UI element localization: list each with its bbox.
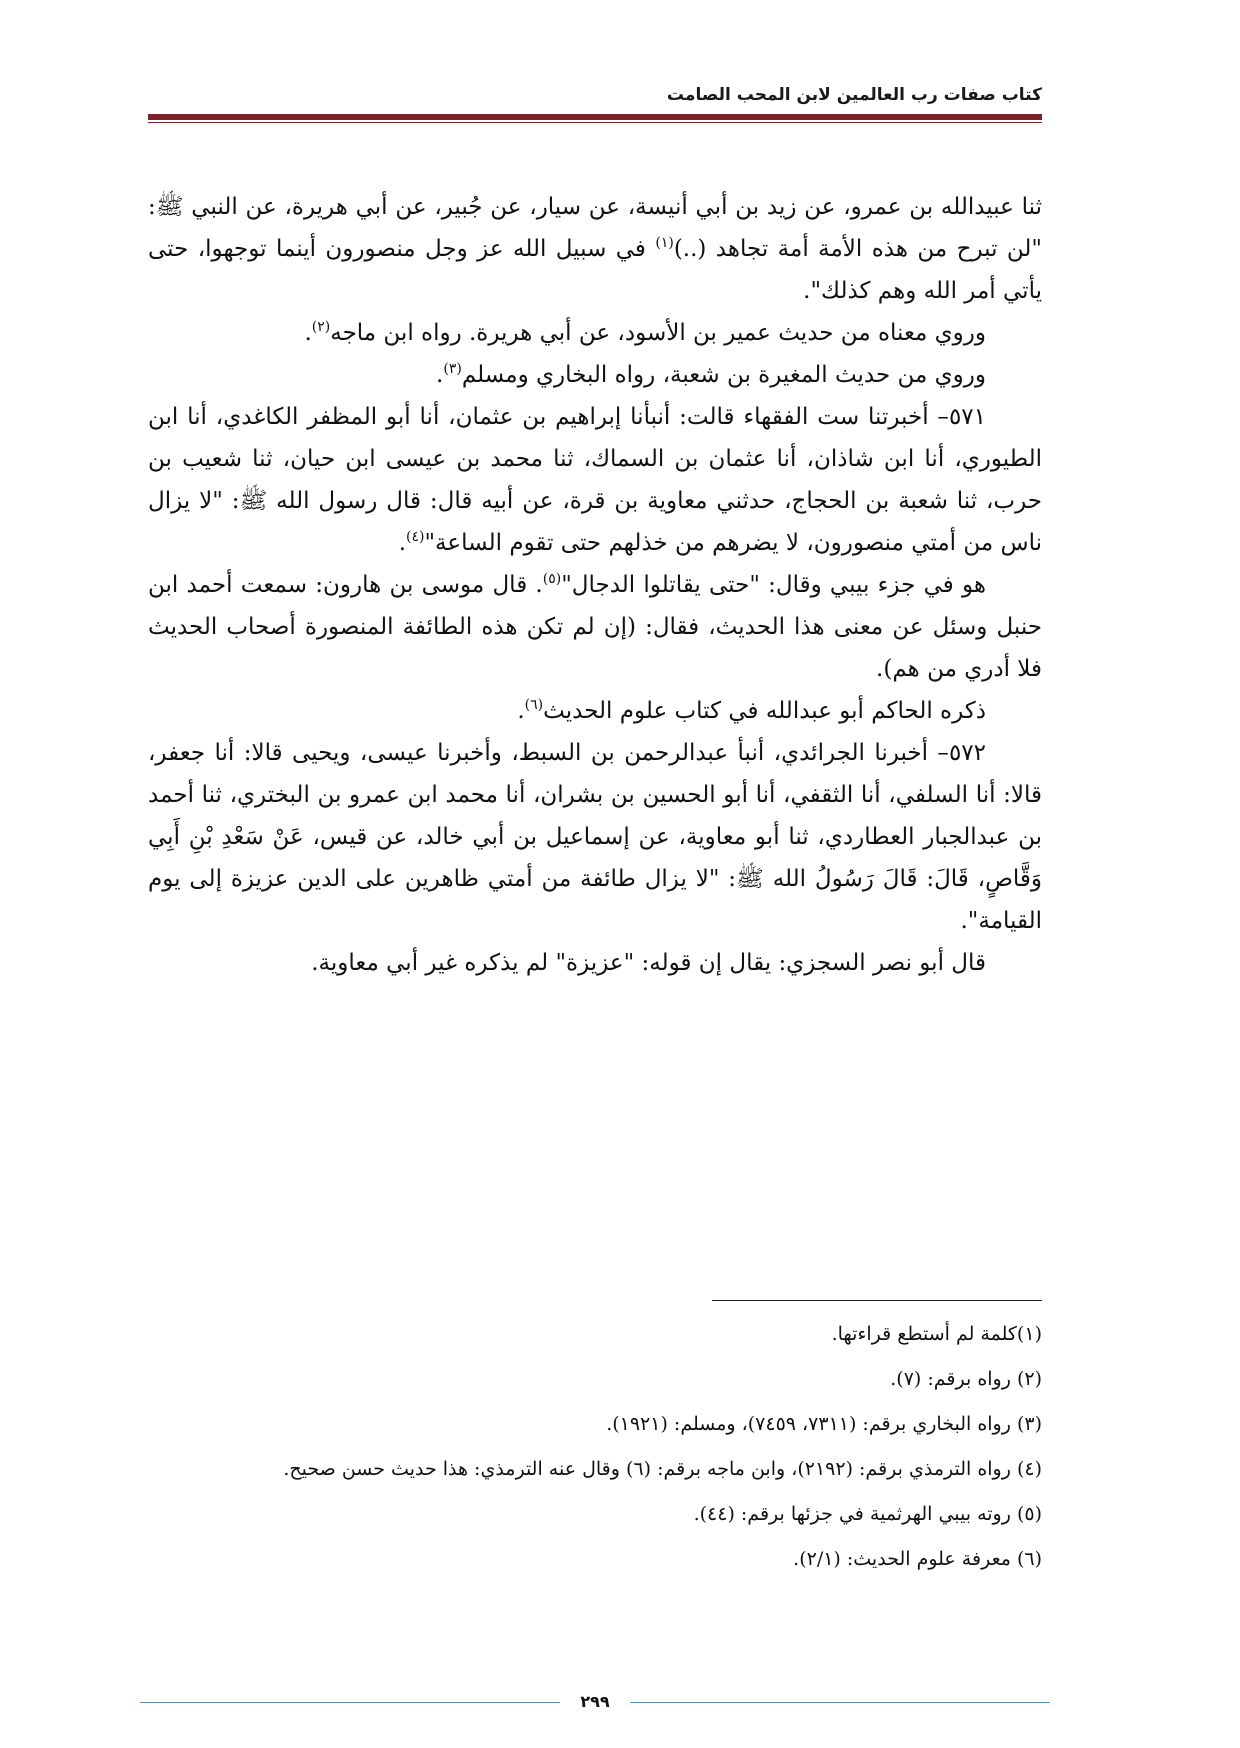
paragraph-4-text-cont: . [398, 530, 406, 556]
footnote-3: (٣) رواه البخاري برقم: (٧٣١١، ٧٤٥٩)، ومسلم: (١٩٢١). [606, 1413, 1042, 1435]
paragraph-8-text: قال أبو نصر السجزي: يقال إن قوله: "عزيزة" لم يذكره غير أبي معاوية. [311, 950, 986, 976]
footnote-ref-6: (٦) [524, 697, 544, 713]
paragraph-4-text: ٥٧١– أخبرتنا ست الفقهاء قالت: أنبأنا إبراهيم بن عثمان، أنا أبو المظفر الكاغدي، أنا ابن الطيوري، أنا ابن شاذان، أنا عثمان بن السماك، ثنا محمد بن عيسى ابن حيان، ثنا شعيب بن حرب، ثنا شعبة بن الحجاج، حدثني معاوية بن قرة، عن أبيه قال: قال رسول الله ﷺ: "لا يزال ناس من أمتي منصورون، لا يضرهم من خذلهم حتى تقوم الساعة" [148, 404, 1042, 556]
paragraph-4 [148, 396, 1042, 564]
page-footer [140, 1690, 1050, 1714]
paragraph-2-text: وروي معناه من حديث عمير بن الأسود، عن أبي هريرة. رواه ابن ماجه [330, 320, 986, 346]
paragraph-5-text-cont: . قال موسى بن هارون: سمعت أحمد ابن حنبل وسئل عن معنى هذا الحديث، فقال: (إن لم تكن هذه الطائفة المنصورة أصحاب الحديث فلا أدري من هم). [148, 572, 1042, 682]
header-rule-thin [148, 122, 1042, 123]
paragraph-2-text-cont: . [304, 320, 312, 346]
footnote-4: (٤) رواه الترمذي برقم: (٢١٩٢)، وابن ماجه برقم: (٦) وقال عنه الترمذي: هذا حديث حسن صحيح. [283, 1458, 1042, 1480]
paragraph-1-text-cont: في سبيل الله عز وجل منصورون أينما توجهوا، حتى يأتي أمر الله وهم كذلك". [148, 236, 1042, 304]
paragraph-8 [148, 942, 1042, 984]
paragraph-6-text-cont: . [517, 698, 525, 724]
paragraph-1-text: ثنا عبيدالله بن عمرو، عن زيد بن أبي أنيسة، عن سيار، عن جُبير، عن أبي هريرة، عن النبي ﷺ: "لن تبرح من هذه الأمة أمة تجاهد (..) [148, 194, 1043, 262]
footnote-6: (٦) معرفة علوم الحديث: (٢/١). [793, 1548, 1042, 1570]
paragraph-6-text: ذكره الحاكم أبو عبدالله في كتاب علوم الحديث [543, 698, 986, 724]
footnote-ref-2: (٢) [311, 319, 331, 335]
footnote-separator [712, 1300, 1042, 1301]
paragraph-7 [148, 732, 1042, 942]
footnote-5: (٥) روته بيبي الهرثمية في جزئها برقم: (٤٤). [693, 1503, 1042, 1525]
footnote-ref-4: (٤) [406, 529, 425, 545]
paragraph-5 [148, 564, 1042, 690]
paragraph-7-text: ٥٧٢– أخبرنا الجرائدي، أنبأ عبدالرحمن بن السبط، وأخبرنا عيسى، ويحيى قالا: أنا جعفر، قالا: أنا السلفي، أنا الثقفي، أنا أبو الحسين بن بشران، أنا محمد ابن عمرو بن البختري، ثنا أحمد بن عبدالجبار العطاردي، ثنا أبو معاوية، عن إسماعيل بن أبي خالد، عن قيس، عَنْ سَعْدِ بْنِ أَبِي وَقَّاصٍ، قَالَ: قَالَ رَسُولُ الله ﷺ: "لا يزال طائفة من أمتي ظاهرين على الدين عزيزة إلى يوم القيامة". [148, 740, 1042, 934]
paragraph-6 [148, 690, 1042, 732]
footnote-ref-1: (١) [655, 235, 674, 251]
page-header [148, 84, 1042, 120]
paragraph-3-text: وروي من حديث المغيرة بن شعبة، رواه البخاري ومسلم [461, 362, 986, 388]
paragraph-2 [148, 312, 1042, 354]
paragraph-1 [148, 186, 1042, 312]
footnote-ref-5: (٥) [542, 571, 562, 587]
footnotes [148, 1312, 1042, 1582]
footnote-2: (٢) رواه برقم: (٧). [890, 1368, 1042, 1390]
footnote-ref-3: (٣) [443, 361, 462, 377]
paragraph-3 [148, 354, 1042, 396]
main-text [148, 186, 1042, 984]
paragraph-5-text: هو في جزء بيبي وقال: "حتى يقاتلوا الدجال" [561, 572, 986, 598]
header-rule [148, 114, 1042, 120]
paragraph-3-text-cont: . [436, 362, 444, 388]
page-number: ٢٩٩ [580, 1692, 610, 1711]
footnote-1: (١)كلمة لم أستطع قراءتها. [831, 1323, 1042, 1345]
book-title: كتاب صفات رب العالمين لابن المحب الصامت [666, 85, 1042, 105]
